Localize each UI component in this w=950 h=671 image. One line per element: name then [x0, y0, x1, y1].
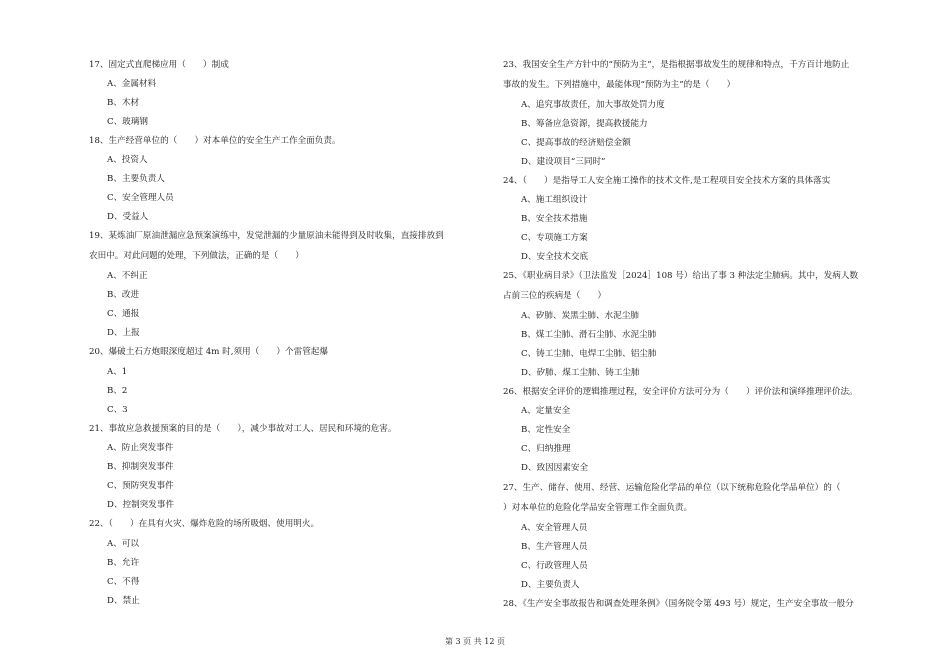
question-22-option-c: C、不得 — [107, 577, 140, 587]
question-18-option-a: A、投资人 — [107, 155, 148, 165]
question-21-stem: 21、事故应急救援预案的目的是（ ），减少事故对工人、居民和环境的危害。 — [89, 424, 397, 434]
question-20-option-c: C、3 — [107, 405, 128, 415]
question-21-option-c: C、预防突发事件 — [107, 481, 174, 491]
question-28-stem: 28、《生产安全事故报告和调查处理条例》（国务院令第 493 号）规定，生产安全事故一般分 — [503, 599, 854, 609]
question-19-stem-line-2: 农田中。对此问题的处理，下列做法，正确的是（ ） — [89, 251, 304, 261]
question-19-option-b: B、改进 — [107, 290, 140, 300]
question-25-option-a: A、矽肺、炭黑尘肺、水泥尘肺 — [521, 311, 639, 321]
question-27-stem-line-1: 27、生产、储存、使用、经营、运输危险化学品的单位（以下统称危险化学品单位）的（ — [503, 483, 841, 493]
question-25-stem-line-1: 25、《职业病目录》（卫法监发［2024］108 号）给出了事 3 种法定尘肺病。其中，发病人数 — [503, 271, 859, 281]
question-20-stem: 20、爆破土石方炮眼深度超过 4m 时,须用（ ）个雷管起爆 — [89, 347, 328, 357]
question-19-option-d: D、上报 — [107, 328, 140, 338]
question-23-option-d: D、建设项目“三同时” — [521, 157, 606, 167]
question-24-option-d: D、安全技术交底 — [521, 252, 589, 262]
question-27-option-d: D、主要负责人 — [521, 580, 580, 590]
question-24-stem: 24、（ ）是指导工人安全施工操作的技术文件,是工程项目安全技术方案的具体落实 — [503, 176, 831, 186]
question-21-option-a: A、防止突发事件 — [107, 443, 174, 453]
question-22-option-a: A、可以 — [107, 539, 139, 549]
question-18-option-b: B、主要负责人 — [107, 174, 165, 184]
page-number-footer: 第 3 页 共 12 页 — [445, 637, 505, 646]
question-26-option-a: A、定量安全 — [521, 406, 571, 416]
question-17-option-c: C、玻璃钢 — [107, 117, 148, 127]
question-26-stem: 26、根据安全评价的逻辑推理过程，安全评价方法可分为（ ）评价法和演绎推理评价法。 — [503, 387, 858, 397]
question-18-option-c: C、安全管理人员 — [107, 193, 174, 203]
question-18-option-d: D、受益人 — [107, 212, 149, 222]
question-24-option-b: B、安全技术措施 — [521, 214, 588, 224]
question-17-stem: 17、固定式直爬梯应用（ ）制成 — [89, 60, 229, 70]
question-23-stem-line-1: 23、我国安全生产方针中的“预防为主”，是指根据事故发生的规律和特点，千方百计地防止 — [503, 60, 850, 70]
question-17-option-a: A、金属材料 — [107, 79, 157, 89]
question-26-option-b: B、定性安全 — [521, 425, 571, 435]
question-27-option-a: A、安全管理人员 — [521, 523, 588, 533]
question-25-stem-line-2: 占前三位的疾病是（ ） — [503, 291, 607, 301]
question-22-option-d: D、禁止 — [107, 596, 140, 606]
question-23-option-a: A、追究事故责任，加大事故处罚力度 — [521, 100, 665, 110]
question-17-option-b: B、木材 — [107, 98, 140, 108]
question-27-option-c: C、行政管理人员 — [521, 561, 588, 571]
question-26-option-c: C、归纳推理 — [521, 444, 571, 454]
question-25-option-b: B、煤工尘肺、滑石尘肺、水泥尘肺 — [521, 330, 657, 340]
question-27-stem-line-2: ）对本单位的危险化学品安全管理工作全面负责。 — [503, 503, 693, 513]
question-21-option-b: B、抑制突发事件 — [107, 462, 174, 472]
question-19-option-c: C、通报 — [107, 309, 140, 319]
question-19-stem-line-1: 19、某炼油厂原油泄漏应急预案演练中，发觉泄漏的少量原油未能得到及时收集，直接排放到 — [89, 231, 444, 241]
question-22-stem: 22、（ ）在具有火灾、爆炸危险的场所吸烟、使用明火。 — [89, 519, 320, 529]
question-19-option-a: A、不纠正 — [107, 271, 148, 281]
question-23-option-c: C、提高事故的经济赔偿金额 — [521, 138, 631, 148]
question-20-option-a: A、1 — [107, 367, 128, 377]
question-23-option-b: B、筹备应急资源，提高救援能力 — [521, 119, 648, 129]
question-22-option-b: B、允许 — [107, 558, 140, 568]
question-25-option-c: C、铸工尘肺、电焊工尘肺、铝尘肺 — [521, 349, 657, 359]
question-26-option-d: D、致因因素安全 — [521, 463, 589, 473]
question-27-option-b: B、生产管理人员 — [521, 542, 588, 552]
question-21-option-d: D、控制突发事件 — [107, 500, 175, 510]
question-20-option-b: B、2 — [107, 386, 128, 396]
question-25-option-d: D、矽肺、煤工尘肺、铸工尘肺 — [521, 368, 640, 378]
question-18-stem: 18、生产经营单位的（ ）对本单位的安全生产工作全面负责。 — [89, 136, 341, 146]
question-23-stem-line-2: 事故的发生。下列措施中，最能体现“预防为主”的是（ ） — [503, 80, 736, 90]
question-24-option-a: A、施工组织设计 — [521, 195, 588, 205]
question-24-option-c: C、专项施工方案 — [521, 233, 588, 243]
